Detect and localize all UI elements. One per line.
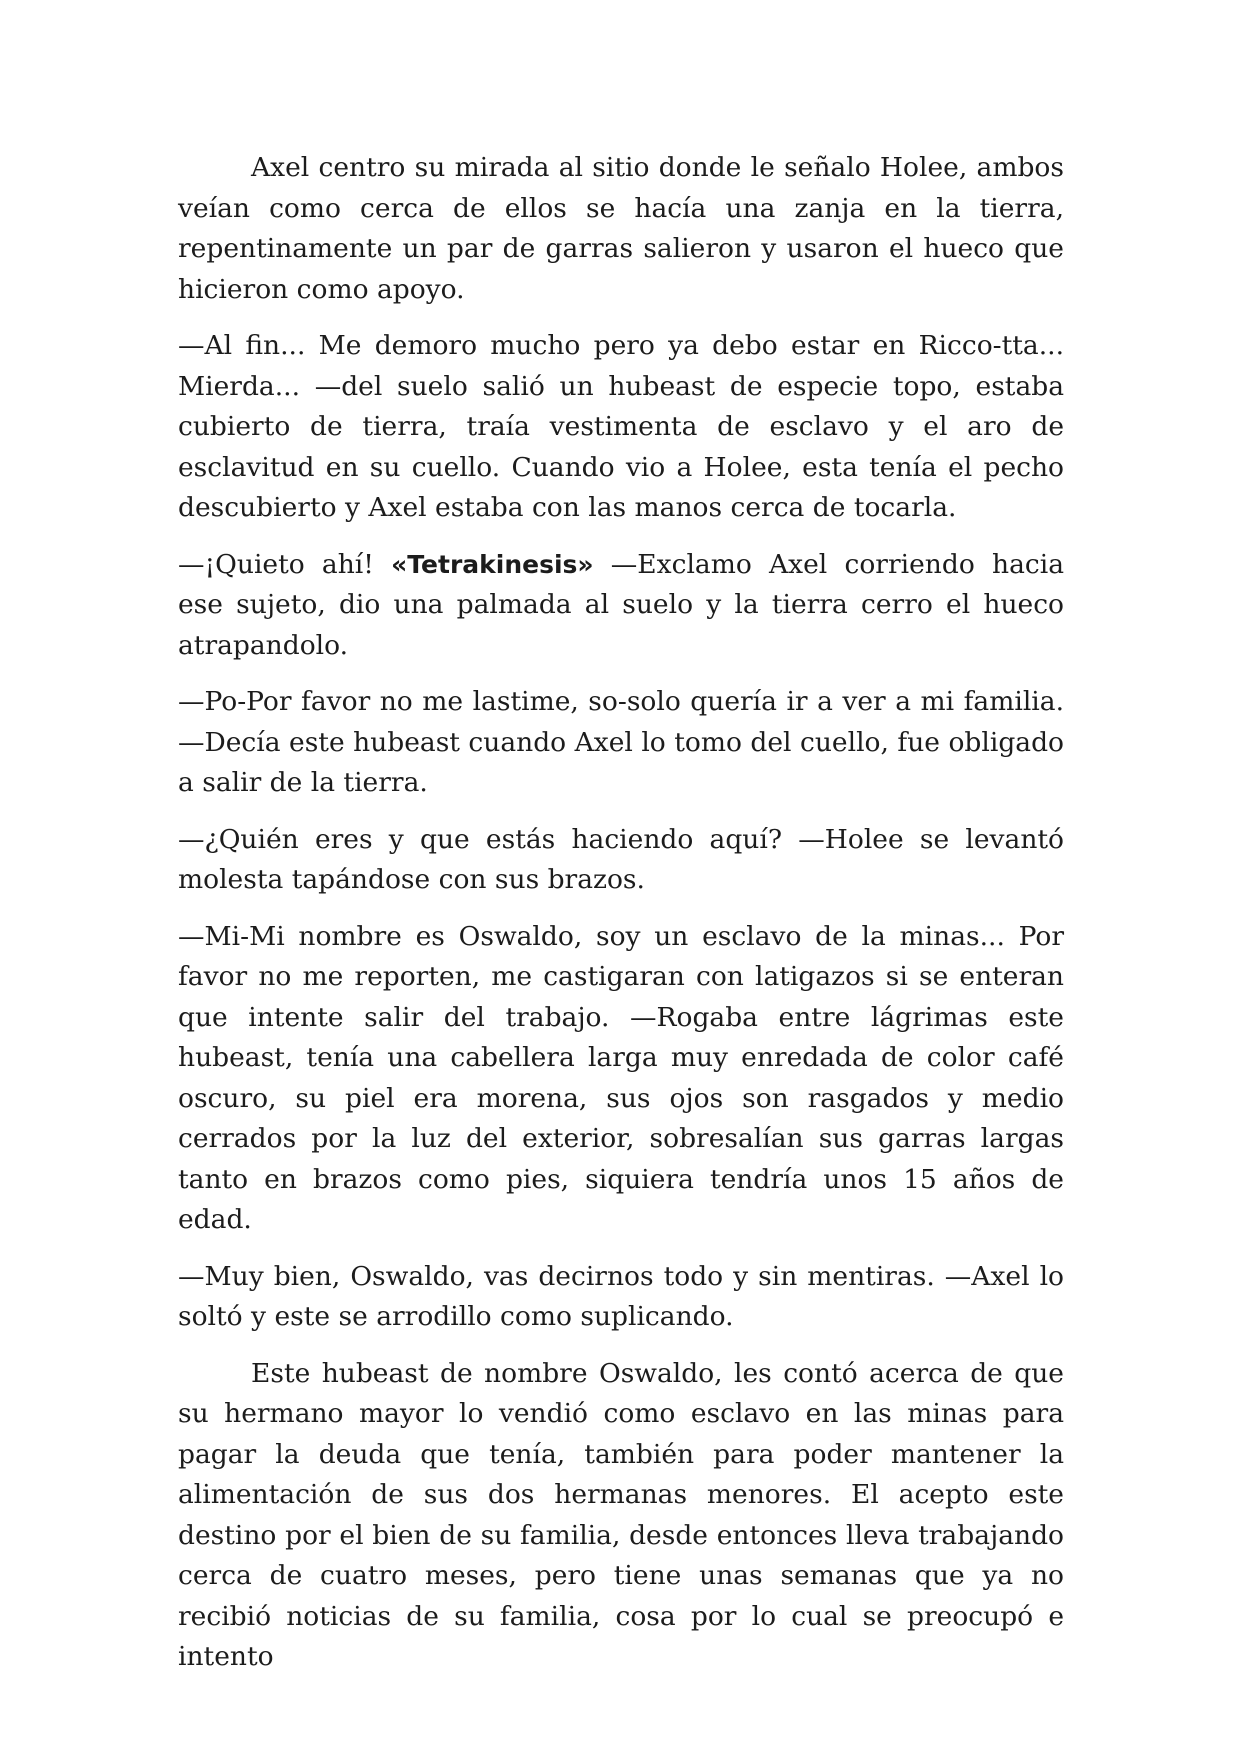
paragraph-5: —¿Quién eres y que estás haciendo aquí? —Holee se levantó molesta tapándose con sus brazos. xyxy=(178,823,1064,895)
paragraph-6: —Mi-Mi nombre es Oswaldo, soy un esclavo de la minas... Por favor no me reporten, me castigaran con latigazos si se enteran que intente salir del trabajo. —Rogaba entre lágrimas este hubeast, tenía una cabellera larga muy enredada de color café oscuro, su piel era morena, sus ojos son rasgados y medio cerrados por la luz del exterior, sobresalían sus garras largas tanto en brazos como pies, siquiera tendría unos 15 años de edad. xyxy=(178,920,1064,1235)
spell-name: «Tetrakinesis» xyxy=(391,549,594,579)
paragraph-8: Este hubeast de nombre Oswaldo, les contó acerca de que su hermano mayor lo vendió como esclavo en las minas para pagar la deuda que tenía, también para poder mantener la alimentación de sus dos hermanas menores. El acepto este destino por el bien de su familia, desde entonces lleva trabajando cerca de cuatro meses, pero tiene unas semanas que ya no recibió noticias de su familia, cosa por lo cual se preocupó e intento xyxy=(178,1357,1064,1672)
paragraph-1: Axel centro su mirada al sitio donde le señalo Holee, ambos veían como cerca de ellos se hacía una zanja en la tierra, repentinamente un par de garras salieron y usaron el hueco que hicieron como apoyo. xyxy=(178,152,1064,305)
paragraph-4: —Po-Por favor no me lastime, so-solo quería ir a ver a mi familia. —Decía este hubeast cuando Axel lo tomo del cuello, fue obligado a salir de la tierra. xyxy=(178,686,1064,798)
paragraph-2: —Al fin... Me demoro mucho pero ya debo estar en Ricco-tta... Mierda... —del suelo salió un hubeast de especie topo, estaba cubierto de tierra, traía vestimenta de esclavo y el aro de esclavitud en su cuello. Cuando vio a Holee, esta tenía el pecho descubierto y Axel estaba con las manos cerca de tocarla. xyxy=(178,330,1064,523)
paragraph-3 xyxy=(178,545,1064,667)
paragraph-7: —Muy bien, Oswaldo, vas decirnos todo y sin mentiras. —Axel lo soltó y este se arrodillo como suplicando. xyxy=(178,1260,1064,1332)
paragraph-3-before: —¡Quieto ahí! xyxy=(178,548,392,580)
document-page xyxy=(178,148,1064,1694)
paragraph-3-after: —Exclamo Axel corriendo hacia ese sujeto, dio una palmada al suelo y la tierra cerro el hueco atrapandolo. xyxy=(178,548,1064,661)
